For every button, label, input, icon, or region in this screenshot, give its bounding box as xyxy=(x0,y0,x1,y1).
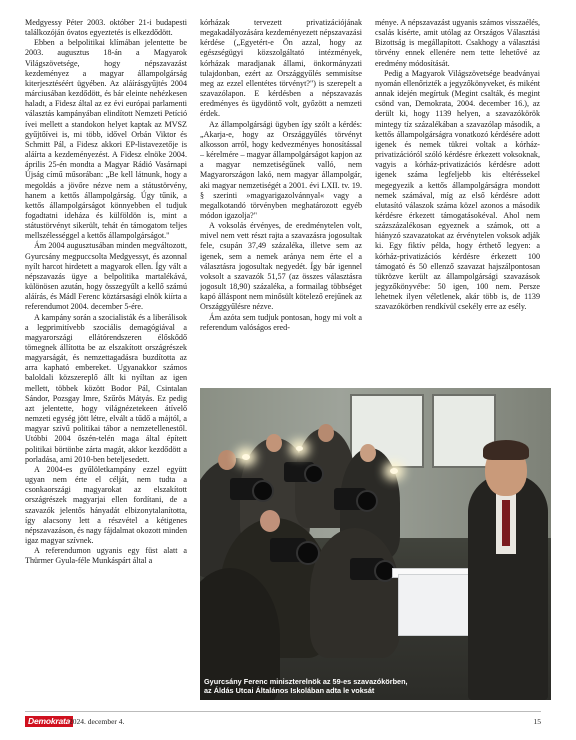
camera-flash xyxy=(242,454,250,460)
camera-lens xyxy=(304,464,324,484)
caption-line: az Áldás Utcai Általános Iskolában adta le voksát xyxy=(204,686,375,695)
face xyxy=(266,434,282,452)
paragraph: Ám azóta sem tudjuk pontosan, hogy mi volt a referendum valóságos ered- xyxy=(200,312,362,332)
paragraph: Ám 2004 augusztusában minden megváltozott, Gyurcsány megpuccsolta Medgyessyt, és azonnal nyílt harcot hirdetett a magyarok ellen. Így vált a népszavazás ügye a belpolitika martalékává, különösen azután, hogy összegyűlt a kellő számú aláírás, és Mádl Ferenc köztársasági elnök kiírta a referendumot 2004. december 5-ére. xyxy=(25,241,187,312)
article-column-3 xyxy=(375,18,540,374)
photographer xyxy=(310,528,400,658)
person-tie xyxy=(502,500,510,546)
page-footer xyxy=(25,716,541,730)
issue-date: 2024. december 4. xyxy=(69,717,125,726)
caption-line: Gyurcsány Ferenc miniszterelnök az 59-es szavazókörben, xyxy=(204,677,408,686)
paragraph: kórházak tervezett privatizációjának megakadályozására kezdeményezett népszavazási kérdése („Egyetért-e Ön azzal, hogy az egészségügyi közszolgáltató intézmények, kórházak maradjanak állami, önkormányzati tulajdonban, ezért az Országgyűlés semmisítse meg az ezzel ellentétes törvényt?") is szerepelt a szavazólapon. E kérdésben a népszavazás eredményes és ügydöntő volt, győzött a nemzeti érdek. xyxy=(200,18,362,119)
page-number: 15 xyxy=(533,717,541,726)
paragraph: Medgyessy Péter 2003. október 21-i budapesti találkozóján óvatos egyeztetés is elkezdődött. xyxy=(25,18,187,38)
footer-rule xyxy=(25,711,541,712)
paragraph: Az állampolgársági ügyben így szólt a kérdés: „Akarja-e, hogy az Országgyűlés törvényt alkosson arról, hogy kedvezményes honosítással – kérelmére – magyar állampolgárságot kapjon az a magyar nemzetiségűnek valló, nem Magyarországon lakó, nem magyar állampolgár, aki magyar nemzetiségét a 2001. évi LXII. tv. 19. § szerinti »magyarigazolvánnyal« vagy a megalkotandó törvényben meghatározott egyéb módon igazolja?" xyxy=(200,119,362,220)
camera-flash xyxy=(296,446,303,451)
paragraph: Ebben a belpolitikai klímában jelentette be 2003. augusztus 18-án a Magyarok Világszövetsége, hogy népszavazást kezdeményez a magyar állampolgárság kiterjesztéséért ügyében. Az aláírásgyűjtés 2004 márciusában kezdődött, és bár eleinte nehézkesen haladt, a Fidesz által az ez évi európai parlamenti választás kampányában elindított Nemzeti Petíció ívei mellett a standokon helyet kaptak az MVSZ gyűjtőívei is, mi több, idővel Orbán Viktor és Schmitt Pál, a Fidesz akkori EP-listavezetője is aláírta a kezdeményezést. A Fidesz elnöke 2004. április 25-én mondta a Magyar Rádió Vasárnapi Újság című műsorában: „Be kell látnunk, hogy a megoldás a jövőre nézve nem a státustörvény, hanem a kettős állampolgárság. Úgy tűnik, a kettős állampolgárságot könnyebben el tudjuk fogadtatni ideháza és külföldön is, mint a státustörvényt sikerült, tehát én támogatom teljes mellszélességgel a kettős állampolgárságot." xyxy=(25,38,187,241)
paragraph: A voksolás érvényes, de eredménytelen volt, mivel nem vett részt rajta a szavazásra jogosultak fele, csupán 37,49 százaléka, illetve sem az igenek, sem a nemek aránya nem érte el a választásra jogosultak negyedét. Így bár igennel voksolt a szavazók 51,57 (az összes választásra jogosult 18,90) százaléka, a formailag többséget kapó álláspont nem minősült kötelező erejűnek az Országgyűlésre nézve. xyxy=(200,221,362,312)
camera-lens xyxy=(252,480,274,502)
face xyxy=(260,510,280,532)
camera-lens xyxy=(356,490,378,512)
face xyxy=(360,444,376,462)
paragraph: A kampány során a szocialisták és a liberálisok a legprimitívebb szociális demagógiával a magyarországi ellátórendszeren élőskődő tömegnek állította be az elszakított országrészek magyarságát, és nemzettagadásra buzdította az arra kapható embereket. Ugyanakkor számos baloldali közszereplő állt ki nyíltan az igen mellett, többek között Bodor Pál, Csintalan Sándor, Pozsgay Imre, Szűrös Mátyás. Ez pedig azt jelentette, hogy világnézetekeen átívelő nemzeti egység jött létre, elvált a tűdő a májtól, a magyar szívű politikai tábor a nemzetellenestől. Utóbbi 2004 őszén-telén maga által épített politikai börtönbe zárta magát, akkor kezdődött a porladása, ami 2010-ben beteljesedett. xyxy=(25,312,187,464)
paragraph: A 2004-es gyűlöletkampány ezzel együtt ugyan nem érte el célját, nem tudta a csonkaországi magyarokat az elszakított országrészek magyarjai ellen fordítani, de a szavazók jelentős hányadát elbizonytalanította, így alacsony lett a részvétel a kétigenes népszavazáson, és nagy fájdalmat okozott minden igaz magyar szívnek. xyxy=(25,464,187,545)
photo-caption xyxy=(200,675,438,697)
camera-flash xyxy=(390,468,398,474)
news-photo xyxy=(200,388,551,700)
face xyxy=(218,450,236,470)
paragraph: A referendumon ugyanis egy füst alatt a Thürmer Gyula-féle Munkáspárt által a xyxy=(25,546,187,566)
face xyxy=(318,424,334,442)
ballot-box xyxy=(398,574,478,636)
magazine-logo: Demokrata xyxy=(25,716,73,727)
paragraph: ménye. A népszavazást ugyanis számos visszaélés, csalás kísérte, amit utólag az Országos Választási Bizottság is megállapított. Csakhogy a választási törvény ennek ellenére nem tette lehetővé az eredmény módosítását. xyxy=(375,18,540,68)
paragraph: Pedig a Magyarok Világszövetsége beadványai nyomán ellenőrizték a jegyzőkönyveket, és miként annak idején megírtuk (Megint csalták, és megint csönd van, Demokrata, 2004. december 16.), az derült ki, hogy 1139 helyen, a szavazókörök mintegy tíz százalékában a szavazólap második, a kettős állampolgárságra vonatkozó kérdésére adott igenek és nemek tükrei voltak a kórház-privatizációról szóló kérdésre érkezett voksoknak, vagyis a kórház-privatizációs kérdésre adott igenek száma legfeljebb kis eltéréssekel megegyezik a kettős állampolgárságra mondott nemek számával, míg az első kérdésre adott elutasító válaszok száma közel azonos a második kérdésre érkezett támogatásokéval. Ahol nem százszázalékosan egyeznek a számok, ott a hiányzó szavazatokat az érvénytelen voksok adják ki. Egy fiktív példa, hogy érthető legyen: a kórház-privatizációs kérdésre érkezett 100 támogató és 50 ellenző szavazat hajszálpontosan tükrözve került az állampolgársági szavazások jegyzőkönyvébe: 50 igen, 100 nem. Persze lehetnek ilyen véletlenek, akár több is, de 1139 szavazókörben rendkívül csekély erre az esély. xyxy=(375,68,540,312)
person-hair xyxy=(483,440,529,460)
camera-lens xyxy=(296,541,320,565)
article-column-1 xyxy=(25,18,187,708)
article-column-2 xyxy=(200,18,362,374)
